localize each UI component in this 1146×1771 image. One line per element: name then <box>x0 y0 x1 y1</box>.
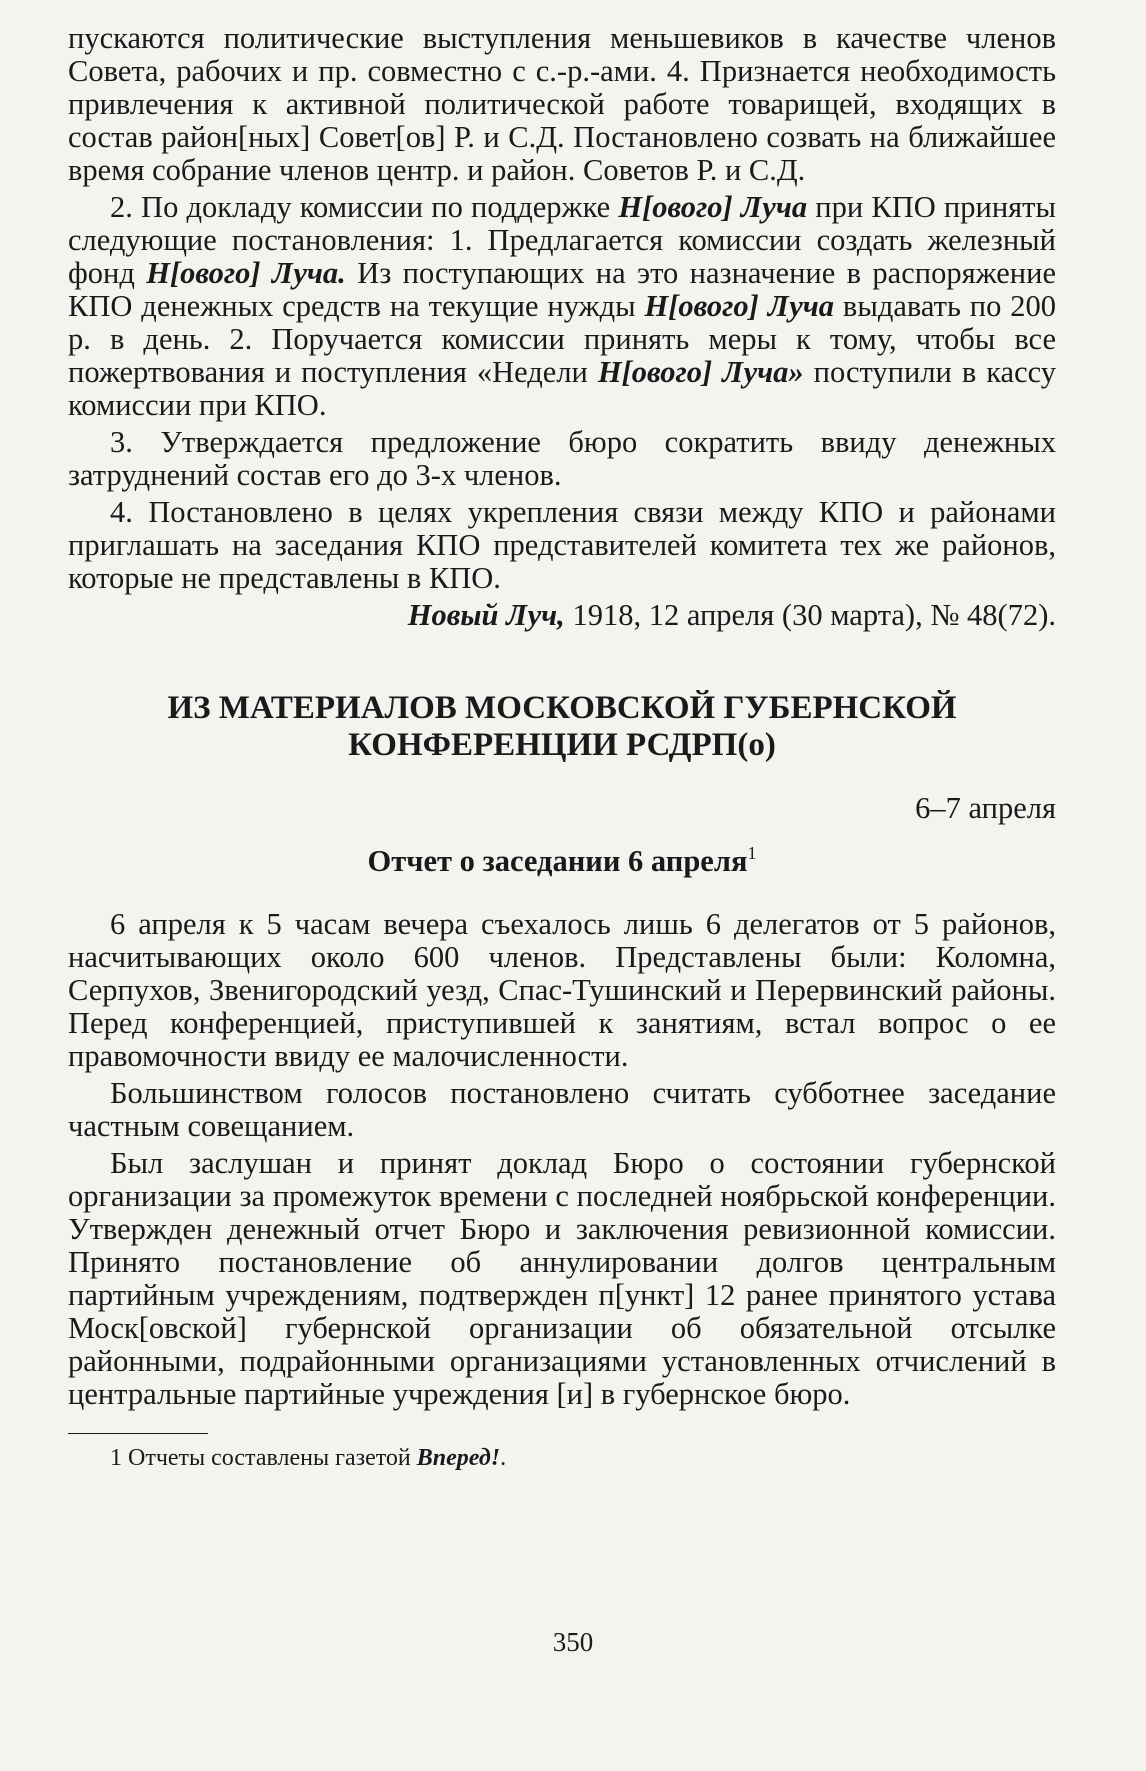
section-dates: 6–7 апреля <box>915 791 1056 825</box>
newspaper-name: Н[ового] Луча <box>618 190 808 224</box>
newspaper-name: Н[ового] Луча» <box>597 355 804 389</box>
report-subtitle: Отчет о заседании 6 апреля$^1$ <box>367 843 757 878</box>
newspaper-name: Н[ового] Луча <box>644 289 835 323</box>
paragraph-item-3: 3. Утверждается предложение бюро сократить ввиду денежных затруднений состав его до 3-х членов. <box>68 425 1056 492</box>
body-paragraph-3: Был заслушан и принят доклад Бюро о состоянии губернской организации за промежуток времени с последней ноябрьской конференции. Утвержден денежный отчет Бюро и заключения ревизионной комиссии. Принято постановление об аннулировании долгов центральным партийным учреждениям, подтвержден п[ункт] 12 ранее принятого устава Моск[овской] губернской организации об обязательной отсылке районными, подрайонными организациями установленных отчислений в центральные партийные учреждения [и] в губернское бюро. <box>68 1146 1056 1411</box>
newspaper-name: Н[ового] Луча. <box>146 256 346 290</box>
footnote-marker: 1 <box>747 843 757 863</box>
footnote-divider <box>68 1433 208 1434</box>
body-paragraph-1: 6 апреля к 5 часам вечера съехалось лишь 6 делегатов от 5 районов, насчитывающих около 600 членов. Представлены были: Коломна, Серпухов, Звенигородский уезд, Спас-Тушинский и Перервинский районы. Перед конференцией, приступившей к занятиям, встал вопрос о ее правомочности ввиду ее малочисленности. <box>68 907 1056 1073</box>
source-citation <box>68 599 1056 632</box>
page-number: 350 <box>552 1627 594 1657</box>
section-title: ИЗ МАТЕРИАЛОВ МОСКОВСКОЙ ГУБЕРНСКОЙ КОНФЕРЕНЦИИ РСДРП(о) <box>167 690 957 763</box>
source-details: 1918, 12 апреля (30 марта), № 48(72). <box>564 598 1056 632</box>
paragraph-continued: пускаются политические выступления меньшевиков в качестве членов Совета, рабочих и пр. совместно с с.-р.-ами. 4. Признается необходимость привлечения к активной политической работе товарищей, входящих в состав район[ных] Совет[ов] Р. и С.Д. Постановлено созвать на ближайшее время собрание членов центр. и район. Советов Р. и С.Д. <box>68 21 1056 187</box>
paragraph-item-2: 2. По докладу комиссии по поддержке Н[ового] Луча при КПО приняты следующие постановления: 1. Предлагается комиссии создать железный фонд Н[ового] Луча. Из поступающих на это назначение в распоряжение КПО денежных средств на текущие нужды Н[ового] Луча выдавать по 200 р. в день. 2. Поручается комиссии принять меры к тому, чтобы все пожертвования и поступления «Недели Н[ового] Луча» поступили в кассу комиссии при КПО. <box>68 190 1057 422</box>
footnote-newspaper: Вперед! <box>416 1445 501 1471</box>
body-paragraph-2: Большинством голосов постановлено считать субботнее заседание частным совещанием. <box>68 1076 1056 1143</box>
paragraph-item-4: 4. Постановлено в целях укрепления связи между КПО и районами приглашать на заседания КПО представителей комитета тех же районов, которые не представлены в КПО. <box>68 495 1056 595</box>
document-page <box>68 22 1056 1472</box>
footnote: 1 Отчеты составлены газетой Вперед!. <box>110 1445 507 1471</box>
source-newspaper: Новый Луч, <box>407 598 565 632</box>
